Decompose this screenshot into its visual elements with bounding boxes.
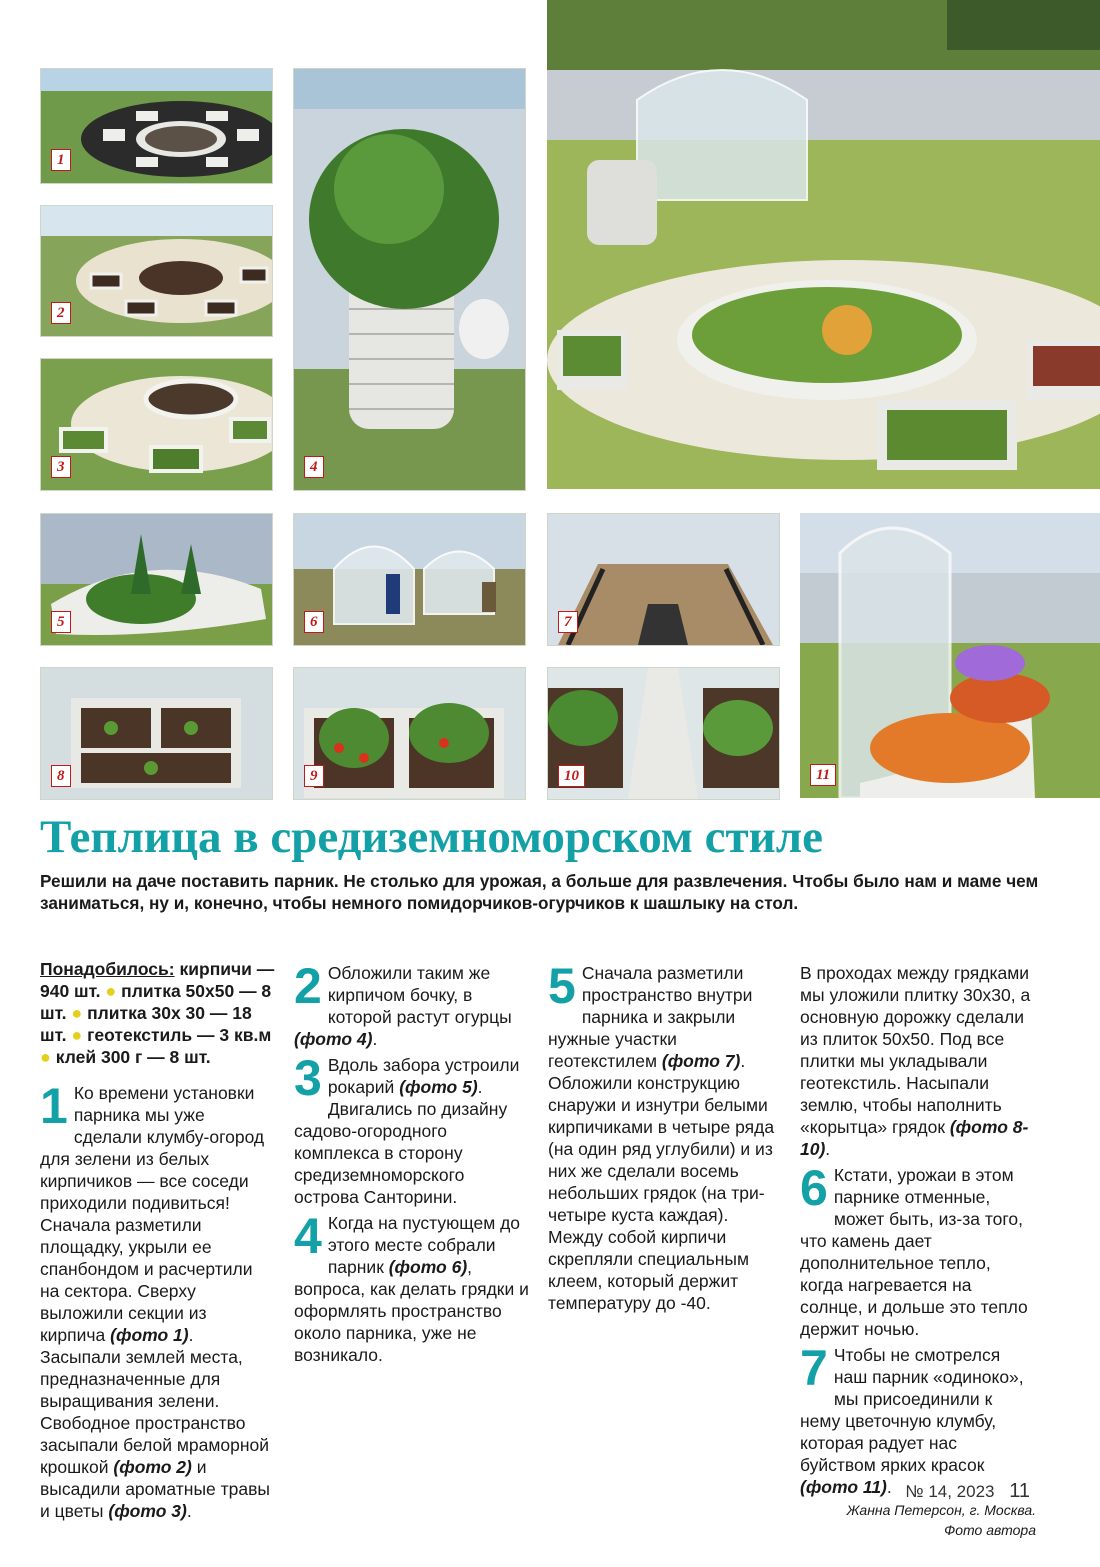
photo-9 bbox=[293, 667, 526, 800]
text-column-3 bbox=[548, 958, 784, 1314]
photo-9-image bbox=[294, 668, 525, 799]
photo-2-image bbox=[41, 206, 272, 336]
photo-7-number: 7 bbox=[558, 611, 578, 633]
photo-8-image bbox=[41, 668, 272, 799]
author-byline: Жанна Петерсон, г. Москва. bbox=[846, 1502, 1036, 1518]
paragraph-5: 5 Сначала разметили пространство внутри парника и закрыли нужные участки геотекстилем (фото 7). Обложили конструкцию снаружи и изнутри белыми кирпичиками в четыре ряда (на один ряд углубили) и из них же сделали восемь небольших грядок (на три-четыре куста каждая). Между собой кирпичи скрепляли специальным клеем, который держит температуру до -40. bbox=[548, 958, 775, 1313]
photo-ref: (фото 2) bbox=[113, 1457, 192, 1477]
issue-number: № 14, 2023 bbox=[905, 1482, 995, 1501]
photo-4 bbox=[293, 68, 526, 491]
requirement-item: кирпичи — 940 шт. bbox=[40, 959, 275, 1001]
bullet-icon: ● bbox=[40, 1047, 51, 1067]
photo-6-image bbox=[294, 514, 525, 645]
photo-7 bbox=[547, 513, 780, 646]
requirement-item: плитка 30х 30 — 18 шт. bbox=[40, 1003, 252, 1045]
paragraph-2: 2 Обложили таким же кирпичом бочку, в которой растут огурцы (фото 4). bbox=[294, 958, 512, 1049]
photo-main bbox=[547, 0, 1100, 489]
requirements-label: Понадобилось: bbox=[40, 959, 175, 979]
photo-1-number: 1 bbox=[51, 149, 71, 171]
photo-7-image bbox=[548, 514, 779, 645]
photo-8 bbox=[40, 667, 273, 800]
photo-main-image bbox=[547, 0, 1100, 489]
bullet-icon: ● bbox=[71, 1003, 83, 1023]
bullet-icon: ● bbox=[105, 981, 117, 1001]
requirement-item: плитка 50х50 — 8 шт. bbox=[40, 981, 272, 1023]
photo-credit: Фото автора bbox=[944, 1522, 1036, 1538]
text-column-1 bbox=[40, 958, 276, 1522]
step-number: 4 bbox=[294, 1208, 322, 1264]
photo-6-number: 6 bbox=[304, 611, 324, 633]
photo-10-number: 10 bbox=[558, 765, 585, 787]
photo-ref: (фото 5) bbox=[399, 1077, 478, 1097]
photo-11 bbox=[800, 513, 1100, 798]
text-column-4 bbox=[800, 958, 1036, 1540]
photo-1 bbox=[40, 68, 273, 184]
text-column-2 bbox=[294, 958, 530, 1366]
photo-3 bbox=[40, 358, 273, 491]
photo-10 bbox=[547, 667, 780, 800]
paragraph-3: 3 Вдоль забора устроили рокарий (фото 5). Двигались по дизайну садово-огородного комплекса в сторону средиземноморского острова Санторини. bbox=[294, 1050, 520, 1207]
step-number: 3 bbox=[294, 1050, 322, 1106]
requirement-item: геотекстиль — 3 кв.м bbox=[87, 1025, 272, 1045]
step-number: 2 bbox=[294, 958, 322, 1014]
photo-ref: (фото 11) bbox=[800, 1477, 887, 1497]
step-number: 6 bbox=[800, 1160, 828, 1216]
photo-3-image bbox=[41, 359, 272, 490]
photo-ref: (фото 8-10) bbox=[800, 1117, 1029, 1159]
paragraph-7: 7 Чтобы не смотрелся наш парник «одиноко», мы присоединили к нему цветочную клумбу, которая радует нас буйством ярких красок (фото 11). bbox=[800, 1340, 1024, 1497]
photo-ref: (фото 3) bbox=[108, 1501, 187, 1521]
photo-1-image bbox=[41, 69, 272, 183]
requirements-list bbox=[40, 958, 276, 1068]
photo-2-number: 2 bbox=[51, 302, 71, 324]
photo-ref: (фото 6) bbox=[388, 1257, 468, 1277]
page-footer bbox=[905, 1480, 1030, 1503]
photo-4-image bbox=[294, 69, 525, 490]
step-number: 1 bbox=[40, 1078, 68, 1134]
paragraph-6: 6 Кстати, урожаи в этом парнике отменные, может быть, из-за того, что камень дает дополнительное тепло, когда нагревается на солнце, и дольше это тепло держит ночью. bbox=[800, 1160, 1028, 1339]
photo-2 bbox=[40, 205, 273, 337]
photo-9-number: 9 bbox=[304, 765, 324, 787]
photo-ref: (фото 4) bbox=[294, 1029, 373, 1049]
photo-ref: (фото 1) bbox=[110, 1325, 189, 1345]
photo-8-number: 8 bbox=[51, 765, 71, 787]
paragraph-5-continued: В проходах между грядками мы уложили плитку 30х30, а основную дорожку сделали из плиток 50х50. Под все плитки мы укладывали геотекстиль. Насыпали землю, чтобы наполнить «корытца» грядок (фото 8-10). bbox=[800, 963, 1031, 1159]
paragraph-1: 1 Ко времени установки парника мы уже сделали клумбу-огород для зелени из белых кирпичиков — все соседи приходили подивиться! Сначала разметили площадку, укрыли ее спанбондом и расчертили на сектора. Сверху выложили секции из кирпича (фото 1). Засыпали землей места, предназначенные для выращивания зелени. Свободное пространство засыпали белой мраморной крошкой (фото 2) и высадили ароматные травы и цветы (фото 3). bbox=[40, 1078, 270, 1521]
photo-4-number: 4 bbox=[304, 456, 324, 478]
photo-5-image bbox=[41, 514, 272, 645]
page-number: 11 bbox=[1009, 1480, 1030, 1502]
paragraph-4: 4 Когда на пустующем до этого месте собрали парник (фото 6), вопроса, как делать грядки и оформлять пространство около парника, уже не возникало. bbox=[294, 1208, 529, 1365]
requirement-item: клей 300 г — 8 шт. bbox=[55, 1047, 211, 1067]
photo-5 bbox=[40, 513, 273, 646]
article-lead: Решили на даче поставить парник. Не столько для урожая, а больше для развлечения. Чтобы было нам и маме чем заниматься, ну и, конечно, чтобы немного помидорчиков-огурчиков к шашлыку на стол. bbox=[40, 871, 1039, 913]
photo-3-number: 3 bbox=[51, 456, 71, 478]
photo-11-image bbox=[800, 513, 1100, 798]
photo-5-number: 5 bbox=[51, 611, 71, 633]
step-number: 5 bbox=[548, 958, 576, 1014]
article-title: Теплица в средиземноморском стиле bbox=[40, 811, 823, 863]
photo-6 bbox=[293, 513, 526, 646]
photo-11-number: 11 bbox=[810, 764, 836, 786]
bullet-icon: ● bbox=[71, 1025, 83, 1045]
photo-ref: (фото 7) bbox=[661, 1051, 741, 1071]
step-number: 7 bbox=[800, 1340, 828, 1396]
